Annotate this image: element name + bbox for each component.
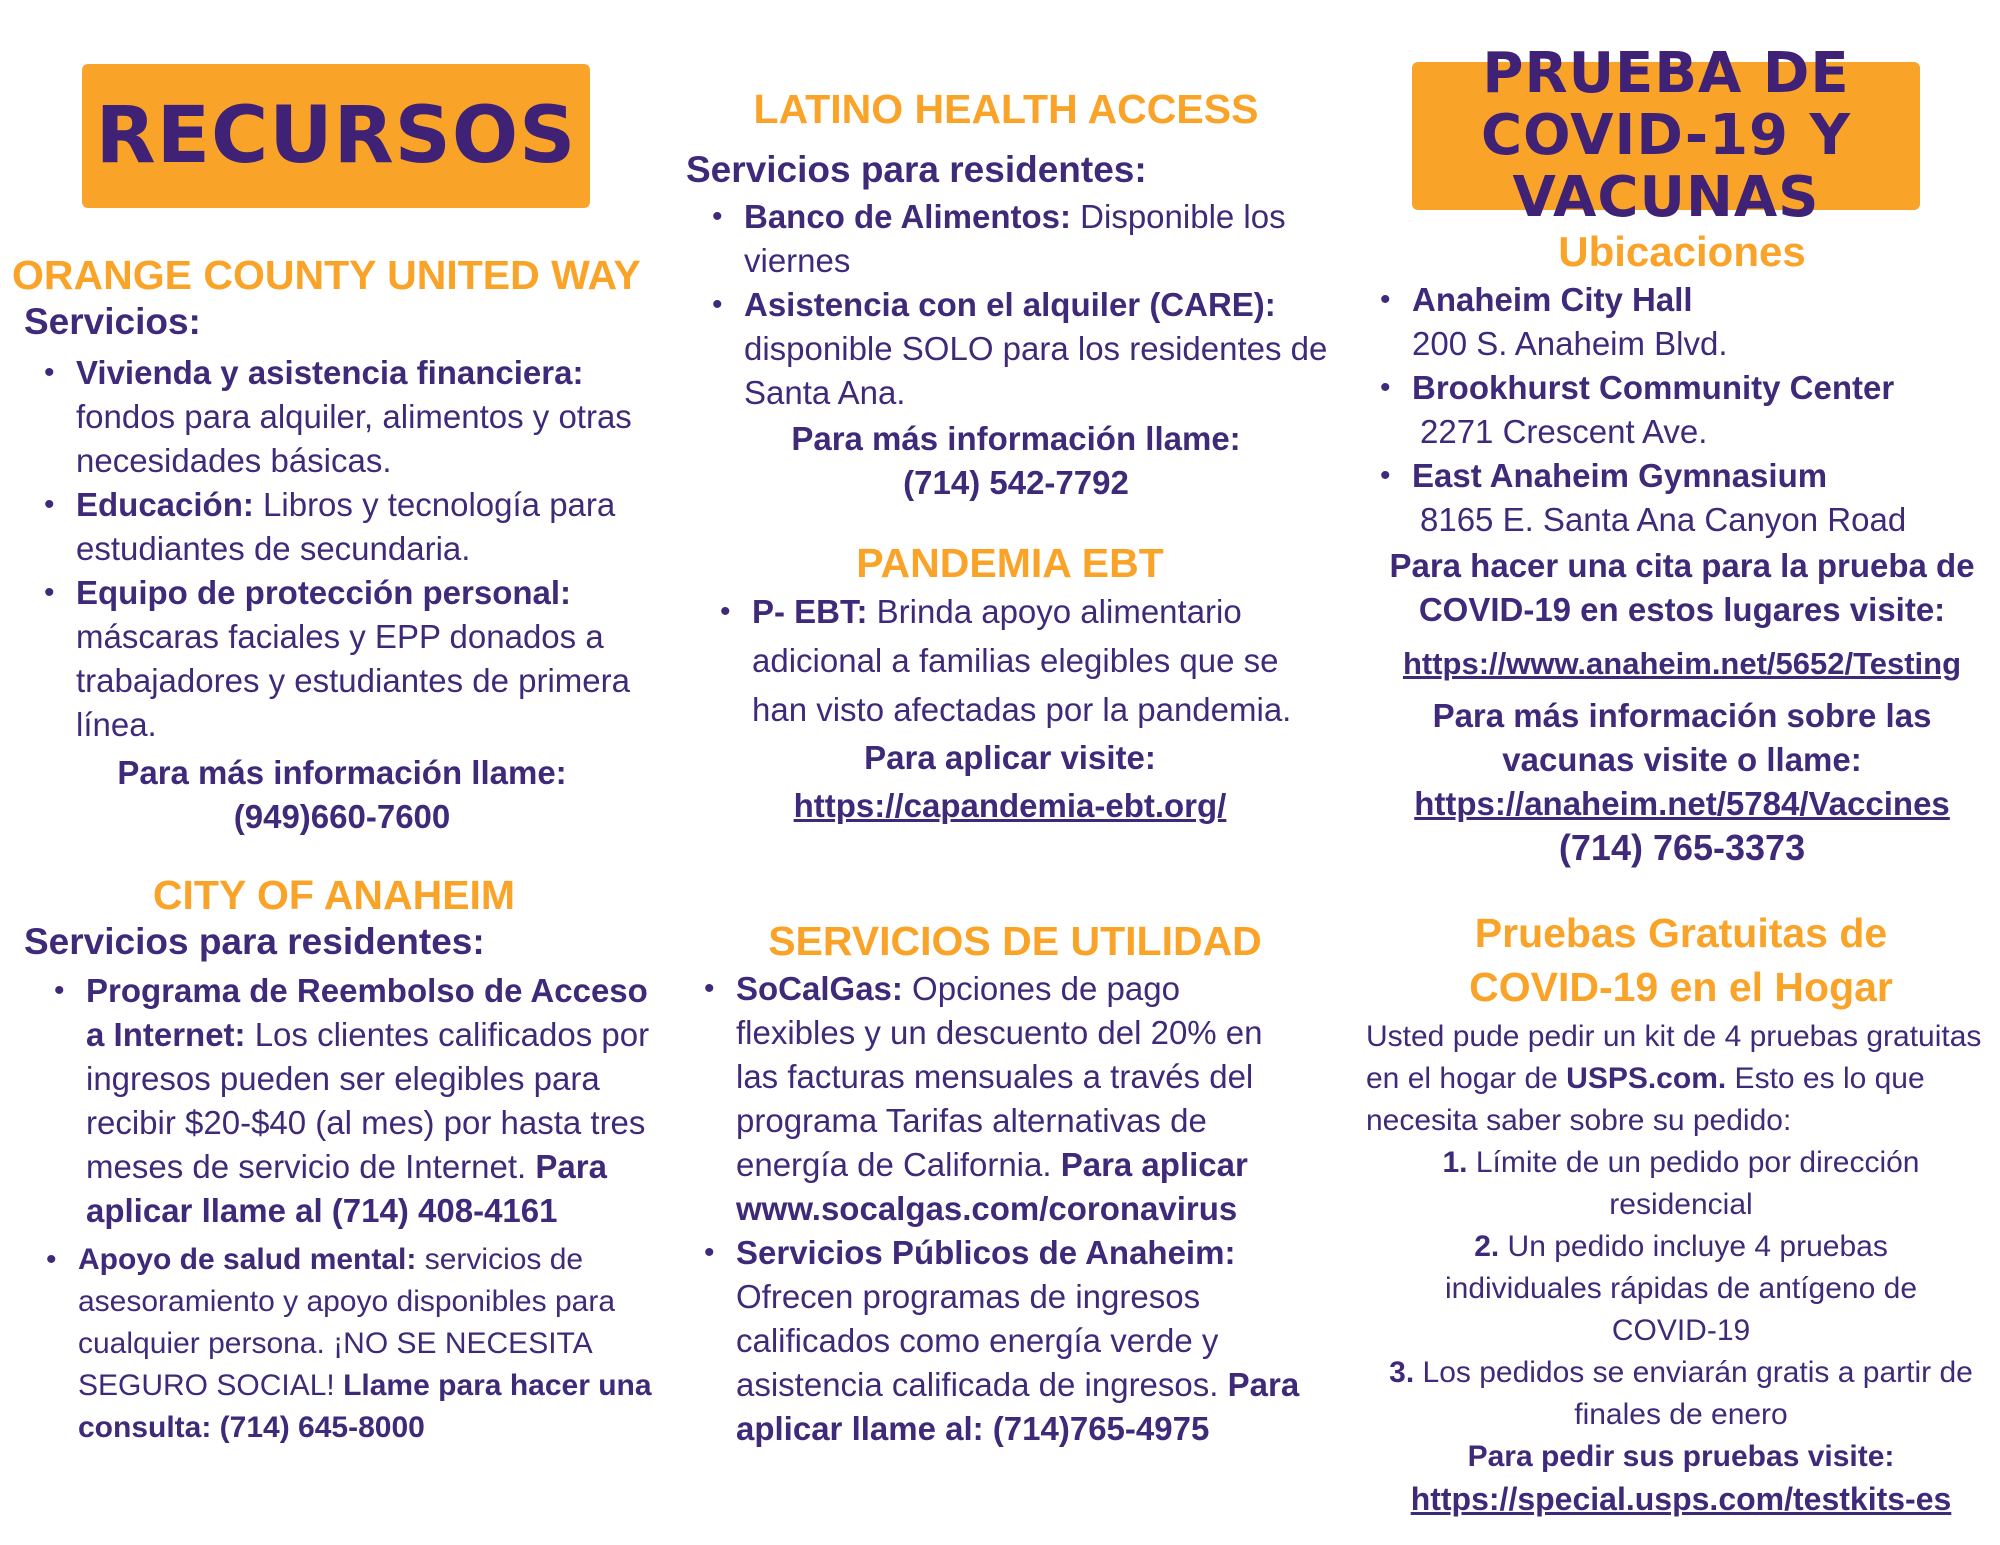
- vacc-link[interactable]: https://anaheim.net/5784/Vaccines: [1414, 785, 1950, 822]
- list-item: • Anaheim City Hall 200 S. Anaheim Blvd.: [1372, 278, 1992, 366]
- home-tests-title: Pruebas Gratuitas de COVID-19 en el Hogar: [1469, 910, 1893, 1010]
- vacc-phone: (714) 765-3373: [1558, 827, 1806, 868]
- list-item: • Equipo de protección personal: máscaras faciales y EPP donados a trabajadores y estudiantes de primera línea.: [36, 571, 656, 747]
- list-item: • Brookhurst Community Center 2271 Crescent Ave.: [1372, 366, 1992, 454]
- recursos-banner: RECURSOS: [82, 64, 590, 208]
- list-item: • Educación: Libros y tecnología para estudiantes de secundaria.: [36, 483, 656, 571]
- step-2: 2. Un pedido incluye 4 pruebas individuales rápidas de antígeno de COVID-19: [1444, 1230, 1918, 1347]
- ebt-link[interactable]: https://capandemia-ebt.org/: [793, 787, 1227, 824]
- lha-title: LATINO HEALTH ACCESS: [753, 86, 1259, 132]
- list-item: • Asistencia con el alquiler (CARE): disponible SOLO para los residentes de Santa Ana.: [704, 283, 1344, 415]
- locations-section: [1364, 228, 2000, 870]
- util-section: [690, 918, 1340, 1451]
- order-label: Para pedir sus pruebas visite:: [1467, 1440, 1895, 1473]
- util-title: SERVICIOS DE UTILIDAD: [768, 918, 1262, 964]
- covid-banner: PRUEBA DE COVID-19 Y VACUNAS: [1412, 62, 1920, 210]
- ebt-list: [712, 587, 1292, 734]
- appt-text: Para hacer una cita para la prueba de COVID-19 en estos lugares visite:: [1389, 547, 1975, 628]
- home-tests-section: [1366, 906, 1996, 1520]
- list-item: • Programa de Reembolso de Acceso a Internet: Los clientes calificados por ingresos pueden ser elegibles para recibir $20-$40 (al mes) por hasta tres meses de servicio de Internet. Para aplicar llame al (714) 408-4161: [46, 969, 666, 1233]
- list-item: • SoCalGas: Opciones de pago flexibles y un descuento del 20% en las facturas mensuales a través del programa Tarifas alternativas de energía de California. Para aplicar www.socalgas.com/coronavirus: [696, 967, 1300, 1231]
- anaheim-section: [24, 872, 664, 1449]
- ocuw-phone: (949)660-7600: [233, 798, 451, 835]
- anaheim-title: CITY OF ANAHEIM: [152, 872, 516, 918]
- ebt-section: [700, 540, 1340, 828]
- ocuw-list: [36, 351, 656, 747]
- locations-title: Ubicaciones: [1558, 228, 1806, 275]
- step-1: 1. Límite de un pedido por dirección residencial: [1442, 1146, 1920, 1221]
- step-3: 3. Los pedidos se enviarán gratis a partir de finales de enero: [1389, 1356, 1973, 1431]
- order-link[interactable]: https://special.usps.com/testkits-es: [1410, 1481, 1952, 1517]
- ocuw-section: [12, 252, 672, 839]
- util-list: [696, 967, 1300, 1451]
- ebt-apply-label: Para aplicar visite:: [864, 739, 1156, 776]
- appt-link[interactable]: https://www.anaheim.net/5652/Testing: [1402, 646, 1962, 681]
- anaheim-subtitle: Servicios para residentes:: [24, 921, 485, 962]
- ebt-title: PANDEMIA EBT: [856, 540, 1164, 586]
- ocuw-subtitle: Servicios:: [24, 301, 201, 342]
- list-item: • Apoyo de salud mental: servicios de asesoramiento y apoyo disponibles para cualquier persona. ¡NO SE NECESITA SEGURO SOCIAL! Llame para hacer una consulta: (714) 645-8000: [38, 1239, 658, 1449]
- list-item: • Servicios Públicos de Anaheim: Ofrecen programas de ingresos calificados como energía verde y asistencia calificada de ingresos. Para aplicar llame al: (714)765-4975: [696, 1231, 1300, 1451]
- list-item: • East Anaheim Gymnasium 8165 E. Santa Ana Canyon Road: [1372, 454, 1992, 542]
- list-item: • Vivienda y asistencia financiera: fondos para alquiler, alimentos y otras necesidades básicas.: [36, 351, 656, 483]
- ocuw-title: ORANGE COUNTY UNITED WAY: [12, 252, 641, 298]
- home-tests-intro: Usted pude pedir un kit de 4 pruebas gratuitas en el hogar de USPS.com. Esto es lo que necesita saber sobre su pedido:: [1366, 1020, 1982, 1137]
- locations-list: [1372, 278, 1992, 542]
- ocuw-info-label: Para más información llame:: [117, 754, 567, 791]
- vacc-text: Para más información sobre las vacunas visite o llame:: [1432, 697, 1932, 778]
- lha-subtitle: Servicios para residentes:: [686, 149, 1147, 190]
- list-item: • P- EBT: Brinda apoyo alimentario adicional a familias elegibles que se han visto afectadas por la pandemia.: [712, 587, 1292, 734]
- lha-info-label: Para más información llame:: [791, 420, 1241, 457]
- lha-list: [704, 195, 1344, 415]
- lha-phone: (714) 542-7792: [903, 464, 1129, 501]
- lha-section: [686, 86, 1346, 505]
- anaheim-list: [46, 969, 666, 1233]
- list-item: • Banco de Alimentos: Disponible los viernes: [704, 195, 1344, 283]
- anaheim-list-2: [38, 1239, 658, 1449]
